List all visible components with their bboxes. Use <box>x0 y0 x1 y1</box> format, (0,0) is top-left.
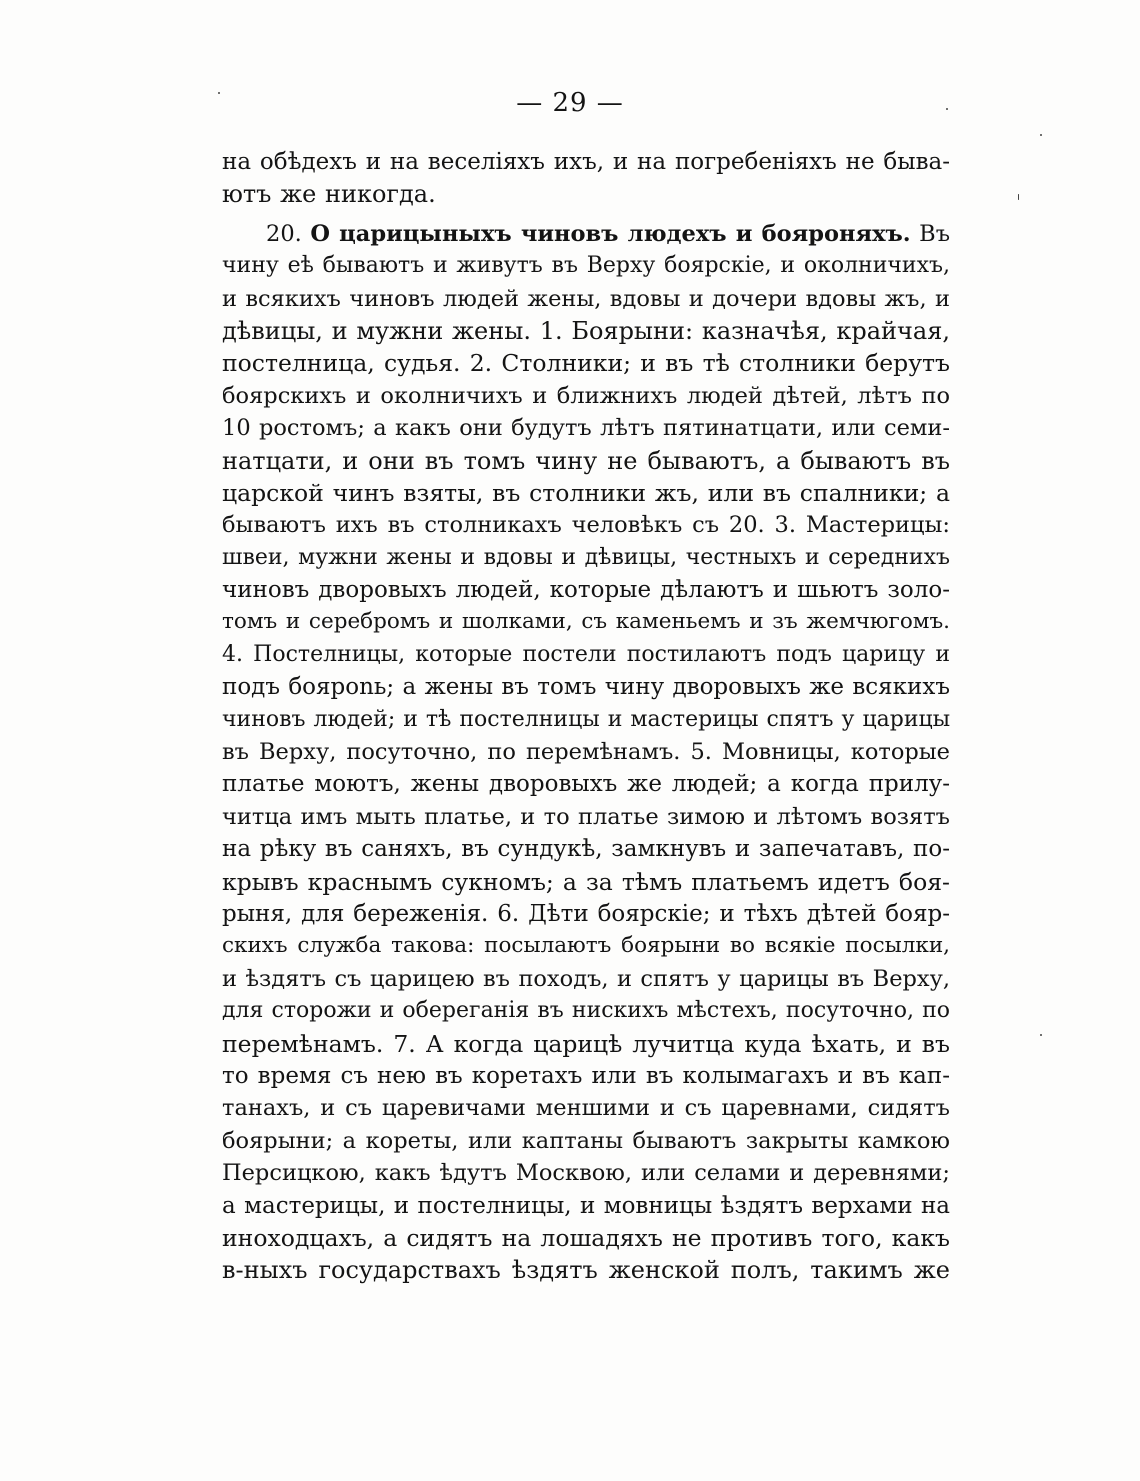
text-line: скихъ служба такова: посылаютъ боярыни во всякіе посылки, <box>222 933 950 959</box>
text-line: на обѣдехъ и на веселіяхъ ихъ, и на погребеніяхъ не быва- <box>222 149 950 175</box>
text-line: 4. Постелницы, которые постели постилаютъ подъ царицу и <box>222 641 950 667</box>
section-number: 20. <box>266 220 302 247</box>
text-line: читца имъ мыть платье, и то платье зимою и лѣтомъ возятъ <box>222 803 950 830</box>
text-line: чиновъ дворовыхъ людей, которые дѣлаютъ и шьютъ золо- <box>222 577 950 604</box>
scan-speck <box>218 92 220 94</box>
text-line: подъ боярonь; а жены въ томъ чину дворовыхъ же всякихъ <box>222 674 950 701</box>
text-line: крывъ краснымъ сукномъ; а за тѣмъ платьемъ идетъ боя- <box>222 867 950 896</box>
text-line: 10 ростомъ; а какъ они будутъ лѣтъ пятинатцати, или семи- <box>222 415 950 442</box>
scan-speck <box>1018 194 1019 200</box>
text-line: швеи, мужни жены и вдовы и дѣвицы, честныхъ и середнихъ <box>222 544 950 570</box>
text-line: то время съ нею въ коретахъ или въ колымагахъ и въ кап- <box>222 1062 950 1089</box>
text-line: рыня, для береженія. 6. Дѣти боярскіе; и тѣхъ дѣтей бояр- <box>222 900 950 927</box>
section-heading: О царицыныхъ чиновъ людехъ и бояроняхъ. <box>310 220 911 247</box>
body-text <box>222 146 950 1287</box>
text-line: дѣвицы, и мужни жены. 1. Боярыни: казначѣя, крайчая, <box>222 316 950 345</box>
paragraph-gap <box>222 211 950 218</box>
scan-speck <box>1040 134 1042 136</box>
text-line: бываютъ ихъ въ столникахъ человѣкъ съ 20. 3. Мастерицы: <box>222 512 950 539</box>
text-line: томъ и серебромъ и шолками, съ каменьемъ и зъ жемчюгомъ. <box>222 609 950 635</box>
text-line: въ Верху, посуточно, по перемѣнамъ. 5. Мовницы, которые <box>222 739 950 766</box>
text-line: иноходцахъ, а сидятъ на лошадяхъ не противъ того, какъ <box>222 1223 950 1252</box>
text-line: танахъ, и съ царевичами меншими и съ царевнами, сидятъ <box>222 1095 950 1122</box>
text-line: боярскихъ и околничихъ и ближнихъ людей дѣтей, лѣтъ по <box>222 382 950 409</box>
text-line: и ѣздятъ съ царицею въ походъ, и спятъ у царицы въ Верху, <box>222 965 950 992</box>
section-heading-continuation: Въ <box>919 220 951 247</box>
scan-speck <box>946 108 948 110</box>
text-line: царской чинъ взяты, въ столники жъ, или въ спалники; а <box>222 478 950 507</box>
text-line: чиновъ людей; и тѣ постелницы и мастерицы спятъ у царицы <box>222 706 951 732</box>
text-line: натцати, и они въ томъ чину не бываютъ, а бываютъ въ <box>222 446 950 475</box>
text-line: перемѣнамъ. 7. А когда царицѣ лучитца куда ѣхать, и въ <box>222 1029 950 1058</box>
text-line: платье моютъ, жены дворовыхъ же людей; а когда прилу- <box>222 771 950 798</box>
text-line: Персицкою, какъ ѣдутъ Москвою, или селами и деревнями; <box>222 1160 950 1187</box>
text-line: для сторожи и обереганія въ нискихъ мѣстехъ, посуточно, по <box>222 998 950 1024</box>
page-number: — 29 — <box>516 88 624 118</box>
text-line: боярыни; а кореты, или каптаны бываютъ закрыты камкою <box>222 1127 950 1154</box>
text-line: ютъ же никогда. <box>222 180 436 209</box>
text-line: на рѣку въ саняхъ, въ сундукѣ, замкнувъ и запечатавъ, по- <box>222 836 950 863</box>
text-line: в-ныхъ государствахъ ѣздятъ женской полъ, такимъ же <box>222 1256 950 1285</box>
text-line: и всякихъ чиновъ людей жены, вдовы и дочери вдовы жъ, и <box>222 285 950 312</box>
scan-speck <box>1040 1034 1042 1036</box>
text-line: чину еѣ бываютъ и живутъ въ Верху боярскіе, и околничихъ, <box>222 253 950 279</box>
section-heading-line <box>222 218 950 250</box>
text-line: а мастерицы, и постелницы, и мовницы ѣздятъ верхами на <box>222 1192 950 1219</box>
text-line: постелница, судья. 2. Столники; и въ тѣ столники берутъ <box>222 349 950 378</box>
